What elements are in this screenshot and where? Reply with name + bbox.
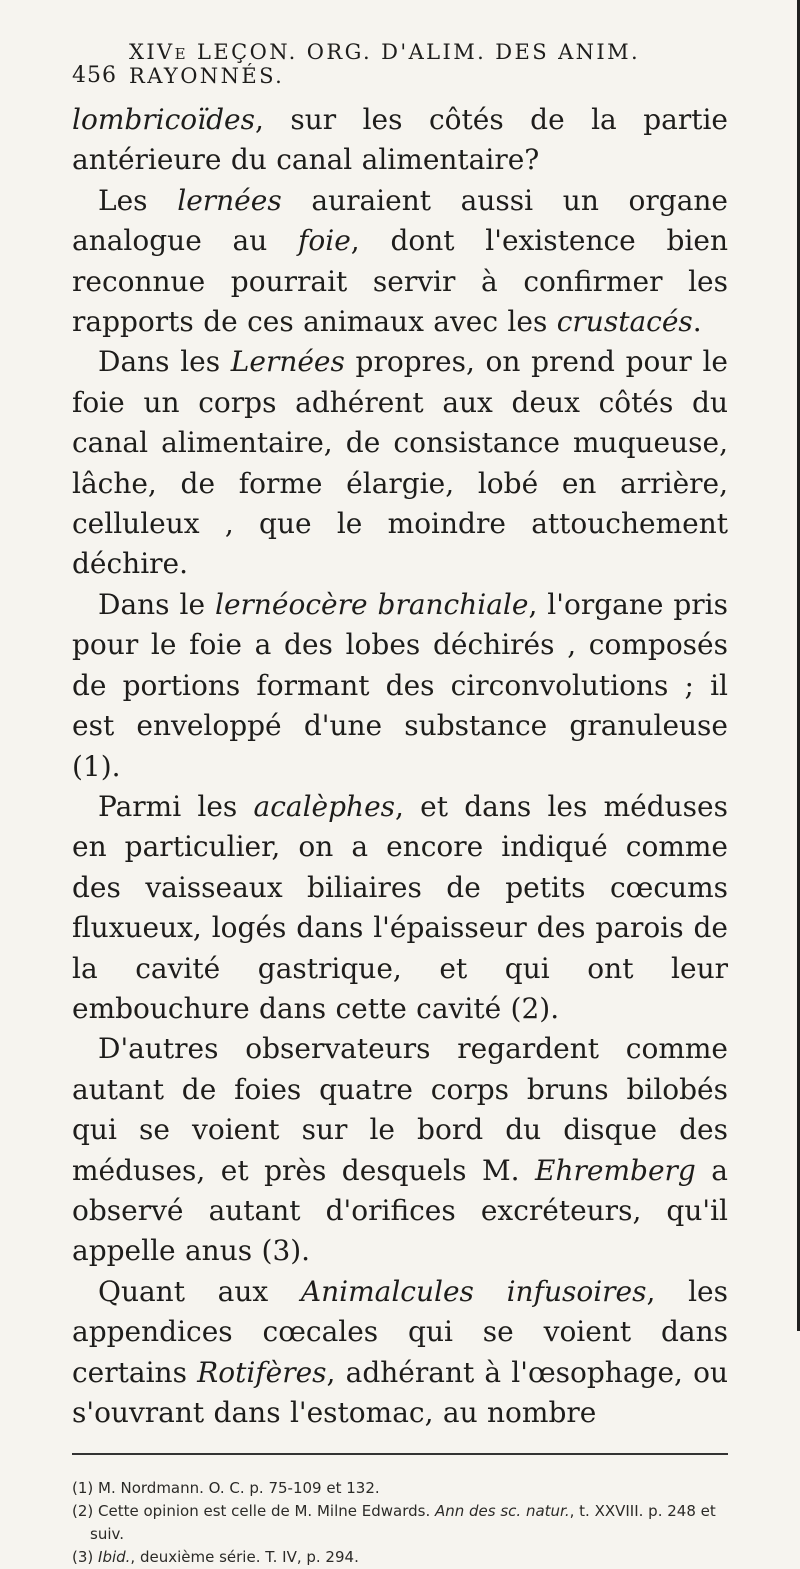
term-acalephes: acalèphes [253, 789, 396, 823]
paragraph-5 [72, 787, 728, 1029]
running-header [72, 40, 728, 88]
paragraph-4-end: , l'organe pris pour le foie a des lobes déchirés , composés de portions formant des circonvolutions ; il est enveloppé d'une substance granuleuse (1). [72, 587, 729, 783]
paragraph-7-end: , adhérant à l'œsophage, ou s'ouvrant dans l'estomac, au nombre [72, 1355, 729, 1429]
paragraph-7 [72, 1272, 728, 1434]
page-number: 456 [72, 63, 117, 88]
paragraph-2-end: . [692, 305, 702, 339]
paragraph-3-end: propres, on prend pour le foie un corps adhérent aux deux côtés du canal alimentaire, de consistance muqueuse, lâche, de forme élargie, lobé en arrière, celluleux , que le moindre attouchement déchire. [72, 345, 728, 581]
footnote-1: (1) M. Nordmann. O. C. p. 75-109 et 132. [72, 1479, 380, 1498]
footnote-3-prefix: (3) [72, 1548, 99, 1567]
paragraph-4-start: Dans le [98, 587, 215, 621]
paragraph-5-end: , et dans les méduses en particulier, on a encore indiqué comme des vaisseaux biliaires de petits cœcums fluxueux, logés dans l'épaisseur des parois de la cavité gastrique, et qui ont leur embouchure dans cette cavité (2). [72, 789, 728, 1025]
footnote-3-source: Ibid. [98, 1548, 131, 1567]
paragraph-7-start: Quant aux [98, 1274, 301, 1308]
footnote-2 [72, 1500, 728, 1546]
paragraph-6-start: D'autres observateurs regardent comme autant de foies quatre corps bruns bilobés qui se voient sur le bord du disque des méduses, et près desquels M. [72, 1032, 728, 1187]
paragraph-1 [72, 100, 728, 181]
paragraph-2-mid1: auraient aussi un organe analogue au [72, 183, 729, 258]
footnote-2-end: , t. XXVIII. p. 248 et suiv. [90, 1502, 716, 1544]
book-page [72, 40, 729, 1567]
paragraph-4 [72, 585, 728, 787]
term-lernees: lernées [177, 183, 282, 217]
paragraph-2-start: Les [98, 183, 178, 217]
paragraph-7-mid: , les appendices cœcales qui se voient dans certains [72, 1274, 728, 1389]
term-rotiferes: Rotifères [197, 1355, 327, 1389]
running-title: XIVe LEÇON. ORG. D'ALIM. DES ANIM. RAYONNÉS. [129, 40, 641, 88]
paragraph-3-start: Dans les [98, 345, 231, 379]
footnote-3-end: , deuxième série. T. IV, p. 294. [130, 1548, 359, 1567]
term-lerneocere: lernéocère branchiale [214, 587, 529, 621]
body-text [72, 100, 728, 1433]
footnote-divider [72, 1453, 728, 1455]
term-ehremberg: Ehremberg [535, 1153, 696, 1187]
footnotes [72, 1477, 728, 1569]
paragraph-3 [72, 342, 728, 584]
term-lernees-propres: Lernées [230, 345, 345, 379]
footnote-2-start: (2) Cette opinion est celle de M. Milne Edwards. [72, 1502, 435, 1521]
paragraph-1-text: , sur les côtés de la partie antérieure du canal alimentaire? [72, 103, 728, 177]
term-foie: foie [298, 224, 351, 258]
paragraph-5-start: Parmi les [98, 789, 254, 823]
paragraph-6 [72, 1029, 728, 1271]
paragraph-2 [72, 181, 728, 343]
paragraph-6-end: a observé autant d'orifices excréteurs, qu'il appelle anus (3). [72, 1153, 728, 1268]
term-animalcules-infusoires: Animalcules infusoires [300, 1274, 647, 1308]
paragraph-2-mid2: , dont l'existence bien reconnue pourrait servir à confirmer les rapports de ces animaux avec les [72, 224, 728, 339]
footnote-2-source: Ann des sc. natur. [434, 1502, 570, 1521]
footnote-3 [72, 1546, 728, 1569]
term-crustaces: crustacés [556, 305, 693, 339]
term-lombricoides: lombricoïdes [72, 103, 255, 136]
